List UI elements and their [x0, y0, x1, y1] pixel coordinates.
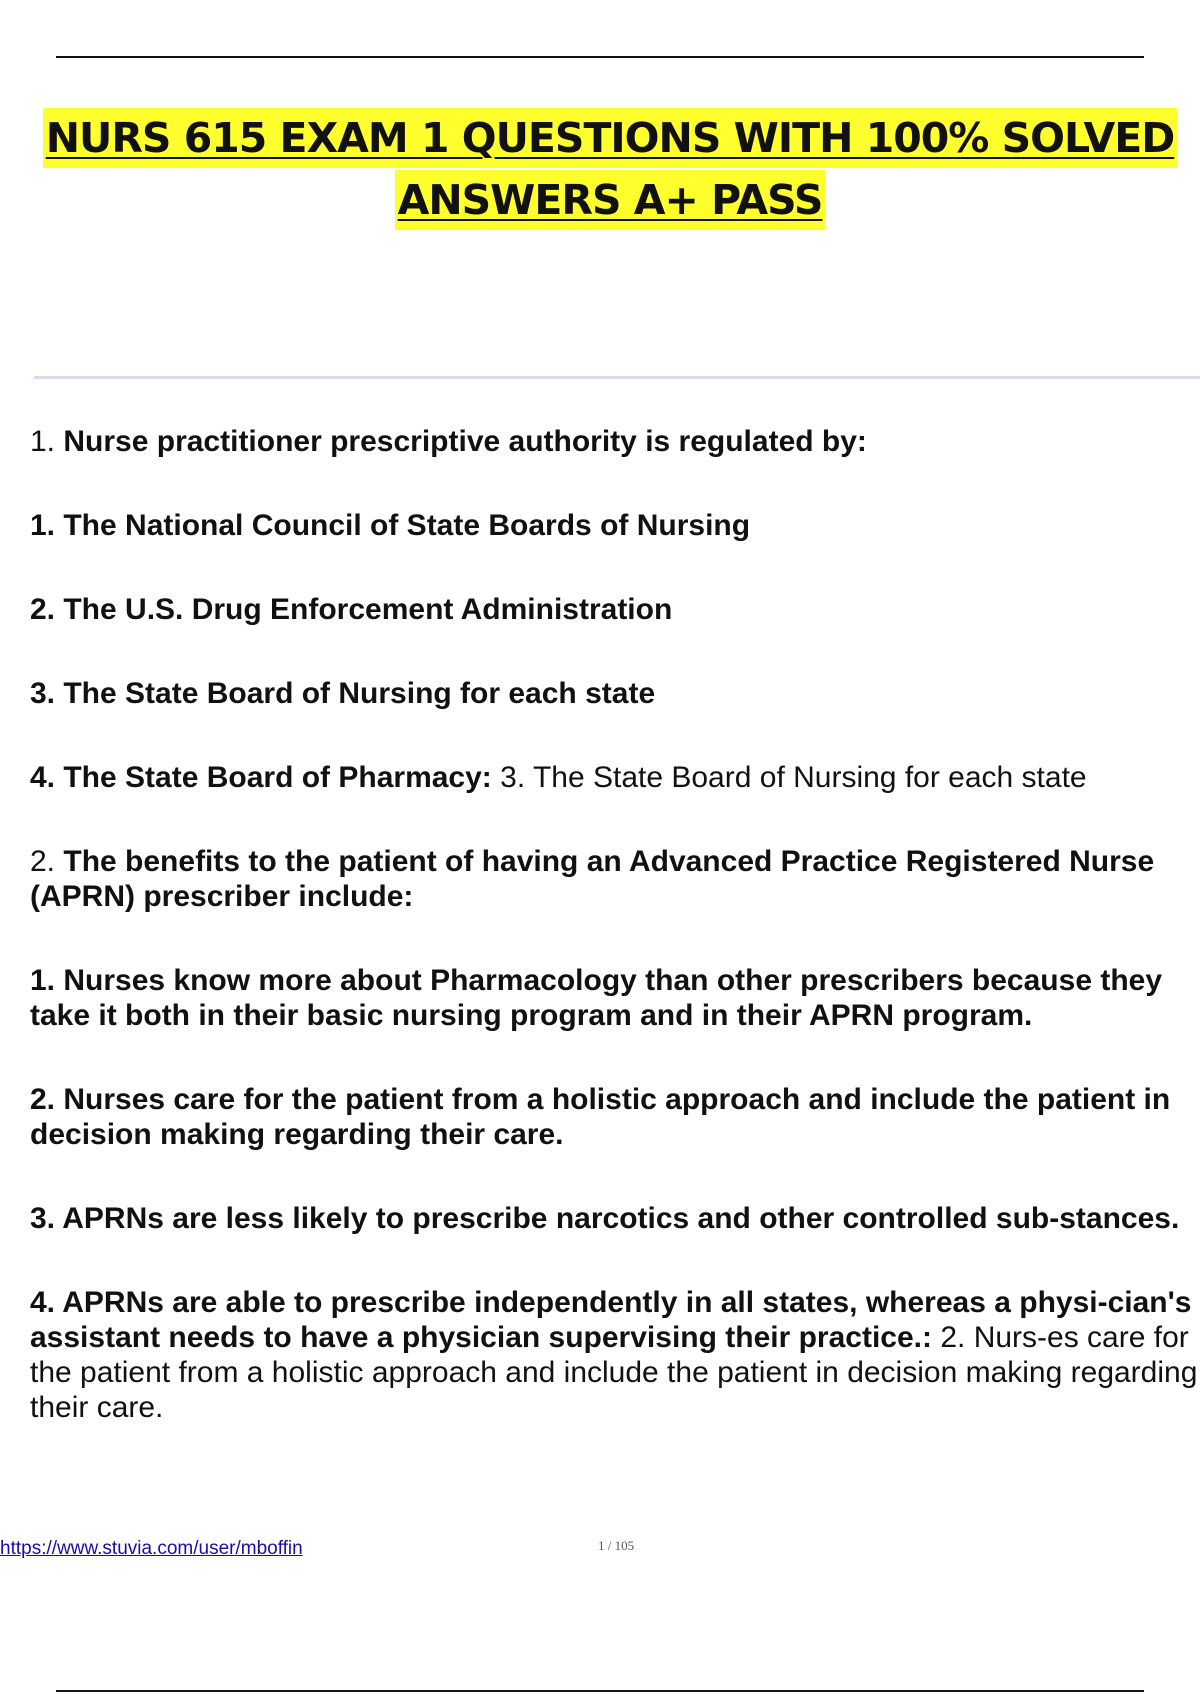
option: 1. The National Council of State Boards of Nursing	[30, 509, 751, 542]
separator-line	[34, 376, 1200, 379]
document-title	[40, 108, 1180, 230]
option: 3. APRNs are less likely to prescribe narcotics and other controlled sub-stances.	[30, 1202, 1180, 1235]
document-body	[30, 424, 1200, 1474]
question-1	[30, 424, 1200, 459]
page-number: 1 / 105	[598, 1538, 635, 1553]
option: 1. Nurses know more about Pharmacology than other prescribers because they take it both in their basic nursing program and in their APRN program.	[30, 964, 1163, 1032]
stuvia-user-link[interactable]: https://www.stuvia.com/user/mboffin	[0, 1538, 303, 1559]
question-number: 1.	[30, 425, 56, 458]
option-text: 4. APRNs are able to prescribe independently in all states, whereas a physi-cian's assistant needs to have a physician supervising their practice.:	[30, 1286, 1192, 1354]
option: 2. The U.S. Drug Enforcement Administration	[30, 593, 673, 626]
title-line-1: NURS 615 EXAM 1 QUESTIONS WITH 100% SOLVED	[43, 108, 1178, 168]
title-line-2: ANSWERS A+ PASS	[395, 170, 826, 230]
question-number: 2.	[30, 845, 56, 878]
option-text: 4. The State Board of Pharmacy:	[30, 761, 492, 794]
option: 2. Nurses care for the patient from a holistic approach and include the patient in decision making regarding their care.	[30, 1083, 1171, 1151]
option-with-answer	[30, 760, 1200, 795]
bottom-rule	[56, 1690, 1144, 1692]
answer-text: 2. Nurs-es care for the patient from a holistic approach and include the patient in decision making regarding their care.	[30, 1321, 1198, 1424]
question-2	[30, 844, 1200, 914]
answer-text: 3. The State Board of Nursing for each state	[500, 761, 1087, 794]
option-with-answer	[30, 1285, 1200, 1425]
question-text: Nurse practitioner prescriptive authority is regulated by:	[63, 425, 867, 458]
top-rule	[56, 56, 1144, 58]
option: 3. The State Board of Nursing for each state	[30, 677, 656, 710]
question-text: The benefits to the patient of having an Advanced Practice Registered Nurse (APRN) prescriber include:	[30, 845, 1155, 913]
